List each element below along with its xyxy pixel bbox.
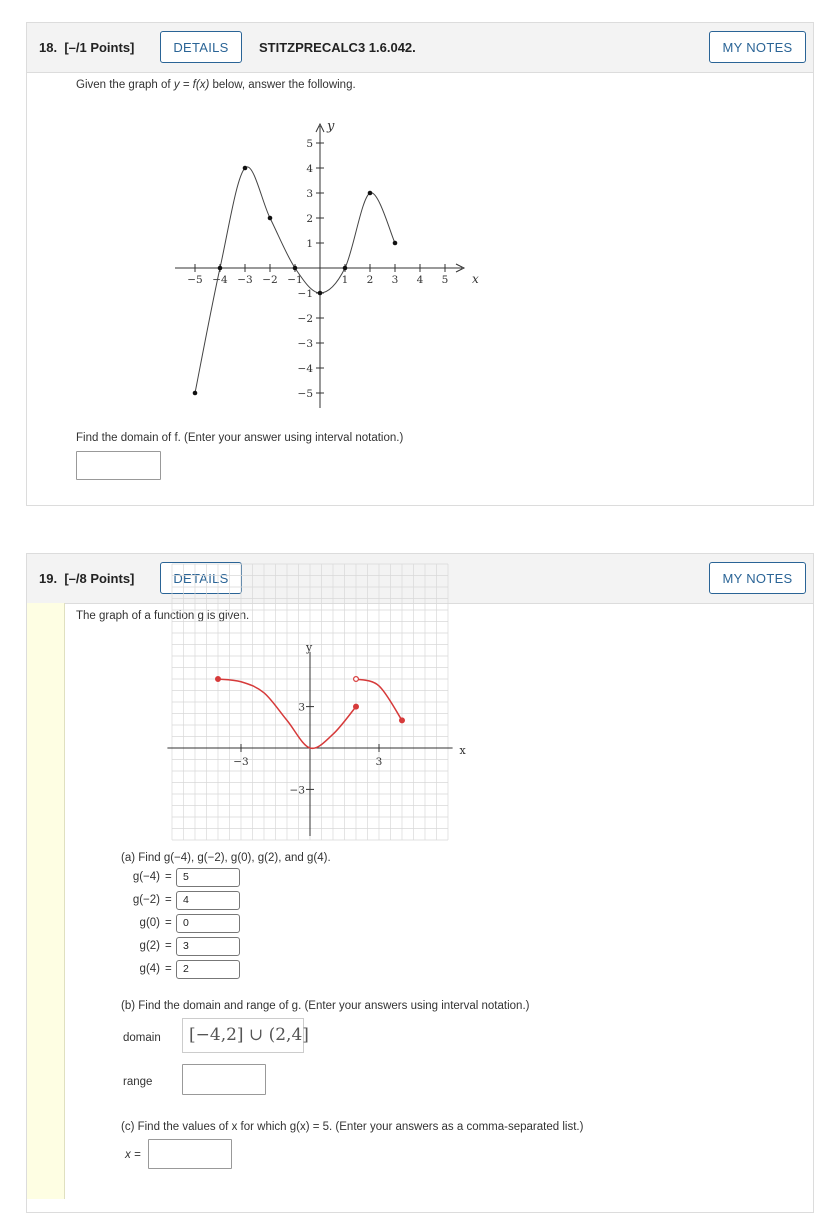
answer-label: g(−2) xyxy=(132,894,160,906)
y-tick-label: −3 xyxy=(289,784,305,797)
prompt-text-pre: Given the graph of xyxy=(76,79,174,91)
graph-f xyxy=(160,100,480,410)
prompt-text-post: below, answer the following. xyxy=(209,79,356,91)
y-axis-label: y xyxy=(327,119,335,134)
prompt-equation: y = f(x) xyxy=(173,79,210,91)
range-label: range xyxy=(123,1076,153,1088)
y-tick-label: 3 xyxy=(298,701,305,714)
x-tick-label: −2 xyxy=(262,274,278,286)
y-tick-label: 5 xyxy=(306,138,313,150)
data-point xyxy=(268,216,273,221)
x-tick-label: 2 xyxy=(366,274,374,286)
y-tick-label: −3 xyxy=(297,338,313,350)
part-c-question: (c) Find the values of x for which g(x) = 5. (Enter your answers as a comma-separated list.) xyxy=(121,1121,584,1133)
data-point xyxy=(318,291,323,296)
graph-g xyxy=(160,640,466,840)
answer-label: g(0) xyxy=(139,917,160,929)
details-button[interactable]: DETAILS xyxy=(160,31,242,63)
data-point xyxy=(218,266,223,271)
x-tick-label: 3 xyxy=(375,756,383,768)
equals-sign: = xyxy=(165,894,172,906)
x-axis-label: x xyxy=(472,272,479,286)
equals-sign: = xyxy=(165,940,172,952)
y-tick-label: 4 xyxy=(306,163,313,175)
question-19-title xyxy=(39,571,134,586)
question-18-header xyxy=(27,23,813,73)
open-endpoint xyxy=(354,677,359,682)
question-points: [–/1 Points] xyxy=(64,40,135,55)
answer-input[interactable]: 2 xyxy=(176,960,240,979)
data-point xyxy=(368,191,373,196)
range-input[interactable] xyxy=(182,1064,266,1095)
x-tick-label: −4 xyxy=(212,274,228,286)
question-18-title xyxy=(39,40,134,55)
x-tick-label: −3 xyxy=(233,756,249,768)
equals-sign: = xyxy=(165,871,172,883)
x-tick-label: −5 xyxy=(187,274,203,286)
answer-label: g(4) xyxy=(139,963,160,975)
x-axis-label: x xyxy=(459,744,466,757)
data-point xyxy=(193,391,198,396)
x-tick-label: −1 xyxy=(287,274,303,286)
domain-label: domain xyxy=(123,1032,161,1044)
x-tick-label: 3 xyxy=(391,274,399,286)
my-notes-button[interactable]: MY NOTES xyxy=(709,31,806,63)
x-tick-label: 1 xyxy=(341,274,349,286)
domain-input[interactable] xyxy=(76,451,161,480)
domain-question: Find the domain of f. (Enter your answer using interval notation.) xyxy=(76,432,404,444)
question-19-header xyxy=(27,554,813,604)
domain-answer[interactable]: [−4,2] ∪ (2,4] xyxy=(182,1018,304,1053)
data-point xyxy=(393,241,398,246)
x-label: x = xyxy=(125,1149,141,1161)
equals-sign: = xyxy=(165,917,172,929)
closed-endpoint xyxy=(400,718,405,723)
question-19-prompt: The graph of a function g is given. xyxy=(76,610,250,622)
y-tick-label: 1 xyxy=(306,238,313,250)
y-tick-label: 3 xyxy=(306,188,313,200)
answer-input[interactable]: 0 xyxy=(176,914,240,933)
question-number: 18. xyxy=(39,40,58,55)
y-axis-label: y xyxy=(306,641,313,654)
answer-input[interactable]: 4 xyxy=(176,891,240,910)
part-a-question: (a) Find g(−4), g(−2), g(0), g(2), and g(4). xyxy=(121,852,331,864)
data-point xyxy=(243,166,248,171)
y-tick-label: −1 xyxy=(297,288,313,300)
answer-input[interactable]: 3 xyxy=(176,937,240,956)
x-tick-label: 5 xyxy=(441,274,449,286)
data-point xyxy=(293,266,298,271)
data-point xyxy=(343,266,348,271)
answer-label: g(−4) xyxy=(132,871,160,883)
closed-endpoint xyxy=(354,704,359,709)
question-number: 19. xyxy=(39,571,58,586)
y-tick-label: −5 xyxy=(297,388,313,400)
question-18-prompt xyxy=(76,79,356,91)
details-button[interactable]: DETAILS xyxy=(160,562,242,594)
answer-label: g(2) xyxy=(139,940,160,952)
y-tick-label: −4 xyxy=(297,363,313,375)
x-tick-label: −3 xyxy=(237,274,253,286)
my-notes-button[interactable]: MY NOTES xyxy=(709,562,806,594)
question-points: [–/8 Points] xyxy=(64,571,135,586)
answer-input[interactable]: 5 xyxy=(176,868,240,887)
equals-sign: = xyxy=(165,963,172,975)
y-tick-label: 2 xyxy=(306,213,313,225)
closed-endpoint xyxy=(216,677,221,682)
x-tick-label: 4 xyxy=(416,274,424,286)
y-tick-label: −2 xyxy=(297,313,313,325)
part-b-question: (b) Find the domain and range of g. (Enter your answers using interval notation.) xyxy=(121,1000,530,1012)
x-values-input[interactable] xyxy=(148,1139,232,1169)
question-code: STITZPRECALC3 1.6.042. xyxy=(259,40,416,55)
